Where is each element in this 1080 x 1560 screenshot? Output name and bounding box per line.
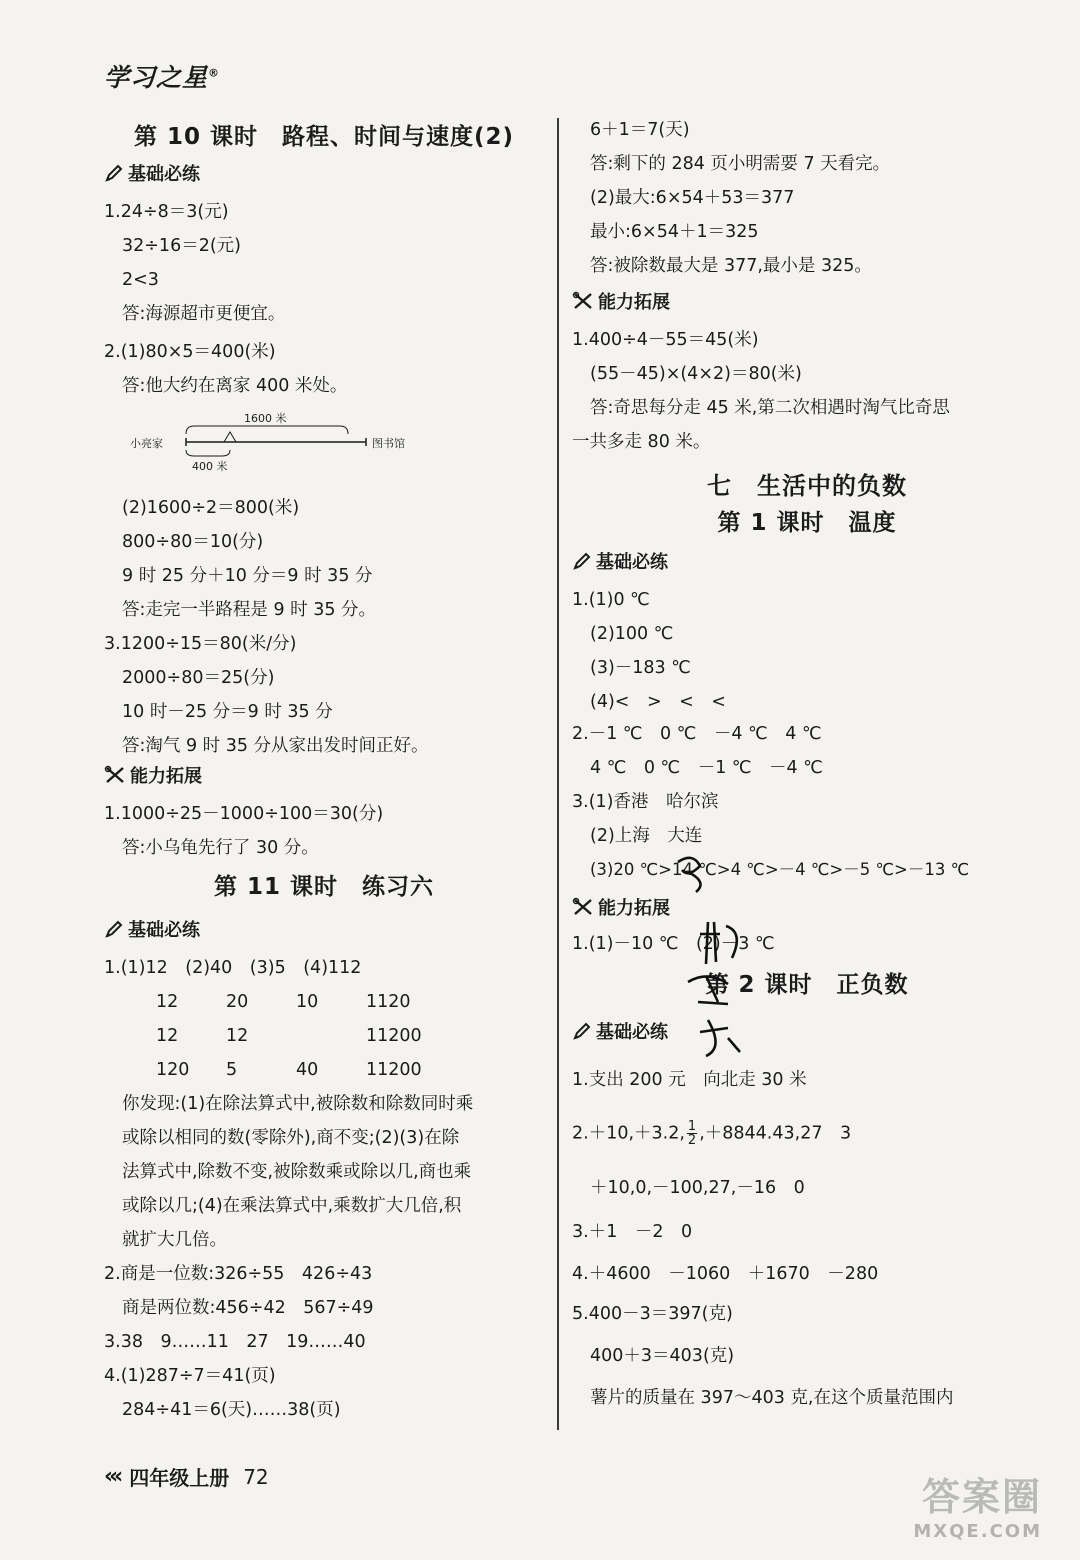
table-cell: 10	[296, 992, 319, 1012]
answer-line: 答:海源超市更便宜。	[122, 304, 286, 324]
answer-line: 答:走完一半路程是 9 时 35 分。	[122, 600, 377, 620]
answer-line: (2)上海 大连	[590, 826, 703, 846]
answer-line: 或除以相同的数(零除外),商不变;(2)(3)在除	[122, 1128, 460, 1148]
section-ability-extension: 能力拓展	[572, 894, 670, 920]
answer-line: 1.1000÷25－1000÷100＝30(分)	[104, 804, 384, 824]
table-cell: 120	[156, 1060, 190, 1080]
answer-line: (2)最大:6×54＋53＝377	[590, 188, 795, 208]
answer-line: 800÷80＝10(分)	[122, 532, 264, 552]
diagram-end-label: 图书馆	[372, 437, 405, 450]
answer-line: 3.(1)香港 哈尔滨	[572, 792, 719, 812]
answer-line: 1.(1)－10 ℃ (2)－3 ℃	[572, 934, 775, 954]
answer-line: 1.24÷8＝3(元)	[104, 202, 229, 222]
answer-line: 9 时 25 分＋10 分＝9 时 35 分	[122, 566, 373, 586]
answer-line: 答:淘气 9 时 35 分从家出发时间正好。	[122, 736, 429, 756]
answer-line: 284÷41＝6(天)……38(页)	[122, 1400, 341, 1420]
table-cell: 40	[296, 1060, 319, 1080]
answer-line: 法算式中,除数不变,被除数乘或除以几,商也乘	[122, 1162, 472, 1182]
answer-line: (55－45)×(4×2)＝80(米)	[590, 364, 802, 384]
answer-line: 1.400÷4－55＝45(米)	[572, 330, 759, 350]
answer-line: 最小:6×54＋1＝325	[590, 222, 759, 242]
section-basic-practice: 基础必练	[104, 160, 200, 186]
triple-chevron-left-icon: ‹‹‹	[104, 1464, 120, 1489]
lesson-title-10: 第 10 课时 路程、时间与速度(2)	[133, 124, 515, 150]
answer-line: 2<3	[122, 270, 159, 290]
answer-line: 5.400－3＝397(克)	[572, 1304, 733, 1324]
handwritten-scribble	[648, 852, 768, 1082]
answer-line: 答:小乌龟先行了 30 分。	[122, 838, 319, 858]
answer-line: 3.＋1 －2 0	[572, 1222, 693, 1242]
answer-line: 答:奇思每分走 45 米,第二次相遇时淘气比奇思	[590, 398, 950, 418]
answer-line: 2.－1 ℃ 0 ℃ －4 ℃ 4 ℃	[572, 724, 822, 744]
table-cell: 12	[156, 1026, 179, 1046]
answer-line: 就扩大几倍。	[122, 1230, 227, 1250]
answer-line: (2)1600÷2＝800(米)	[122, 498, 300, 518]
answer-line: 答:被除数最大是 377,最小是 325。	[590, 256, 872, 276]
crossed-tools-icon	[572, 291, 594, 311]
grade-label: 四年级上册	[129, 1466, 230, 1490]
fraction: $\frac{1}{2}$	[687, 1119, 697, 1148]
lesson-title-positive-negative: 第 2 课时 正负数	[705, 972, 909, 998]
answer-line: 4.(1)287÷7＝41(页)	[104, 1366, 276, 1386]
table-cell: 11200	[366, 1060, 422, 1080]
lesson-title-11: 第 11 课时 练习六	[213, 874, 435, 900]
answer-line: 2000÷80＝25(分)	[122, 668, 275, 688]
diagram-total-label: 1600 米	[244, 412, 287, 425]
answer-line: (3)－183 ℃	[590, 658, 691, 678]
answer-line: 6＋1＝7(天)	[590, 120, 690, 140]
section-basic-practice: 基础必练	[572, 1018, 668, 1044]
answer-line: 答:剩下的 284 页小明需要 7 天看完。	[590, 154, 891, 174]
answer-line: 1.(1)12 (2)40 (3)5 (4)112	[104, 958, 362, 978]
answer-line: (2)100 ℃	[590, 624, 674, 644]
answer-line: 2.＋10,＋3.2, $\frac{1}{2}$ ,＋8844.43,27 3	[572, 1119, 852, 1148]
crossed-tools-icon	[104, 765, 126, 785]
answer-line: 1.(1)0 ℃	[572, 590, 650, 610]
answer-line: 2.商是一位数:326÷55 426÷43	[104, 1264, 373, 1284]
pencil-icon	[572, 1021, 592, 1041]
column-divider	[557, 118, 559, 1430]
answer-line: 32÷16＝2(元)	[122, 236, 241, 256]
answer-line: 答:他大约在离家 400 米处。	[122, 376, 348, 396]
answer-line: (3)20 ℃>14 ℃>4 ℃>－4 ℃>－5 ℃>－13 ℃	[590, 860, 970, 879]
table-cell: 5	[226, 1060, 238, 1080]
brand-logo: 学习之星®	[104, 63, 221, 92]
crossed-tools-icon	[572, 897, 594, 917]
page-footer	[104, 1462, 269, 1491]
answer-line: 2.(1)80×5＝400(米)	[104, 342, 276, 362]
section-basic-practice: 基础必练	[572, 548, 668, 574]
section-ability-extension: 能力拓展	[104, 762, 202, 788]
answer-line: 薯片的质量在 397～403 克,在这个质量范围内	[590, 1388, 954, 1408]
answer-line: 400＋3＝403(克)	[590, 1346, 735, 1366]
answer-line: 3.38 9……11 27 19……40	[104, 1332, 366, 1352]
pencil-icon	[104, 919, 124, 939]
watermark: 答案圈 MXQE.COM	[913, 1475, 1042, 1542]
answer-line: 商是两位数:456÷42 567÷49	[122, 1298, 374, 1318]
answer-line: 4 ℃ 0 ℃ －1 ℃ －4 ℃	[590, 758, 823, 778]
answer-line: 一共多走 80 米。	[572, 432, 711, 452]
answer-line: 4.＋4600 －1060 ＋1670 －280	[572, 1264, 879, 1284]
lesson-title-temperature: 第 1 课时 温度	[717, 510, 897, 536]
answer-line: 你发现:(1)在除法算式中,被除数和除数同时乘	[122, 1094, 474, 1114]
answer-line: 或除以几;(4)在乘法算式中,乘数扩大几倍,积	[122, 1196, 462, 1216]
answer-line: 3.1200÷15＝80(米/分)	[104, 634, 297, 654]
table-cell: 11200	[366, 1026, 422, 1046]
table-cell: 12	[226, 1026, 249, 1046]
section-ability-extension: 能力拓展	[572, 288, 670, 314]
answer-line: (4)< > < <	[590, 692, 726, 712]
table-cell: 20	[226, 992, 249, 1012]
table-cell: 1120	[366, 992, 411, 1012]
page-number: 72	[243, 1464, 269, 1489]
answer-line: 1.支出 200 元 向北走 30 米	[572, 1070, 807, 1090]
diagram-start-label: 小亮家	[130, 437, 163, 450]
pencil-icon	[104, 163, 124, 183]
pencil-icon	[572, 551, 592, 571]
distance-diagram	[130, 406, 430, 476]
table-cell: 12	[156, 992, 179, 1012]
answer-line: 10 时－25 分＝9 时 35 分	[122, 702, 333, 722]
diagram-part-label: 400 米	[192, 460, 228, 473]
answer-line: ＋10,0,－100,27,－16 0	[590, 1178, 805, 1198]
chapter-title: 七 生活中的负数	[707, 472, 907, 500]
section-basic-practice: 基础必练	[104, 916, 200, 942]
